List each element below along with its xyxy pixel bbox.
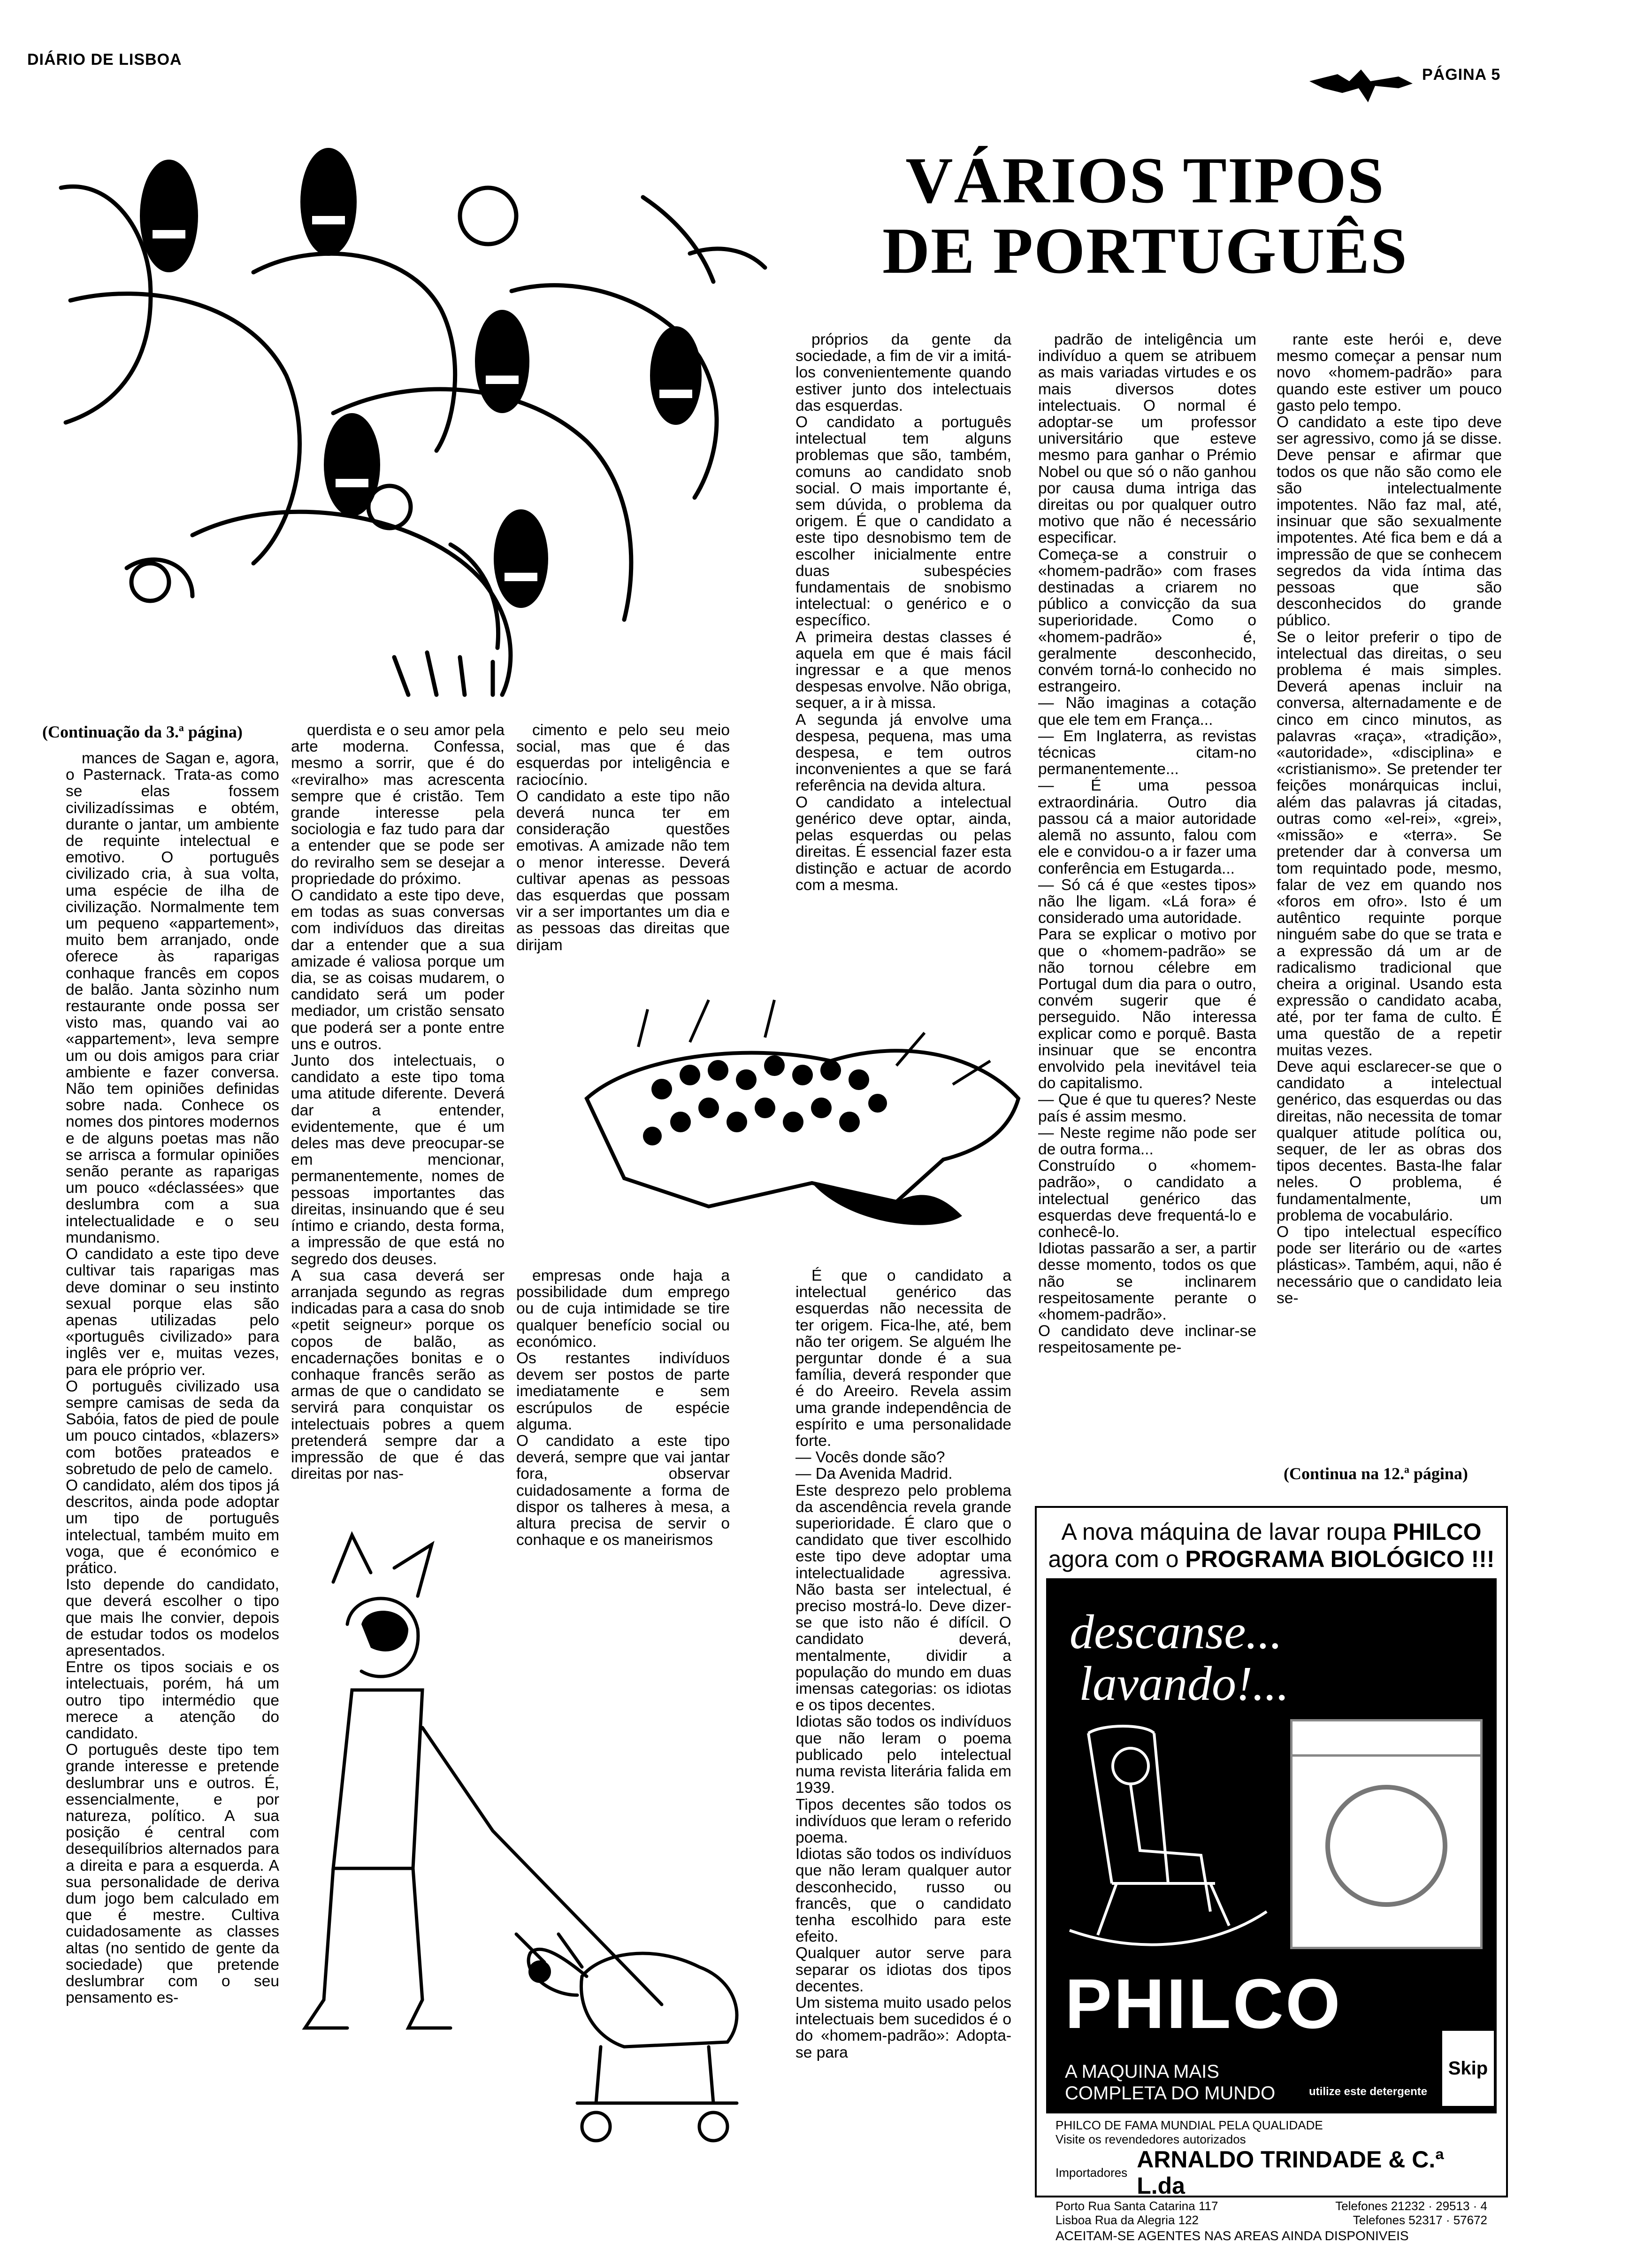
illustration-crowd xyxy=(52,160,784,699)
philco-advertisement xyxy=(1035,1506,1508,2243)
column-3-top: cimento e pelo seu meio social, mas que é das esquerdas por inteligência e raciocínio. O candidato a este tipo não deverá nunca ter em consideração questões emotivas. A amizade não tem o menor interesse. Deverá cultivar apenas as pessoas das esquerdas que possam vir a ser importantes um dia e as pessoas das direitas que dirijam xyxy=(516,722,730,954)
illustration-figure-bull xyxy=(296,1530,784,2183)
continued-to-label: (Continua na 12.ª página) xyxy=(1284,1464,1468,1483)
column-4-top: próprios da gente da sociedade, a fim de vir a imitá-los convenientemente quando estiver junto dos intelectuais das esquerdas. O candidato a português intelectual tem alguns problemas que são, também, comuns ao candidato snob social. O mais importante é, sem dúvida, o problema da origem. É que o candidato a este tipo desnobismo tem de escolher inicialmente entre duas subespécies fundamentais de snobismo intelectual: o genérico e o específico. A primeira destas classes é aquela em que é mais fácil ingressar e a que menos despesas envolve. Não obriga, sequer, a ir à missa. A segunda já envolve uma despesa, pequena, mas uma despesa, e tem outros inconvenientes a que se fará referência na devida altura. O candidato a intelectual genérico deve optar, ainda, pelas esquerdas ou pelas direitas. É essencial fazer esta distinção e actuar de acordo com a mesma. xyxy=(795,331,1011,894)
ad-footer: PHILCO DE FAMA MUNDIAL PELA QUALIDADE Visite os revendedores autorizados Importadores ARNALDO TRINDADE & C.ª L.da Porto Rua Santa Catarina 117 Telefones 21232 · 29513 · 4 Lisboa Rua da Alegria 122 Telefones 52317 · 57672 ACEITAM-SE AGENTES NAS AREAS AINDA DISPONIVEIS xyxy=(1055,2118,1487,2243)
detergent-box-icon: Skip xyxy=(1440,2029,1496,2108)
ad-slogan: descanse... lavando!... xyxy=(1070,1605,1289,1711)
ad-brand-logo: PHILCO xyxy=(1065,1964,1342,2043)
column-6: rante este herói e, deve mesmo começar a pensar num novo «homem-padrão» para quando este estiver um pouco gasto pelo tempo. O candidato a este tipo deve ser agressivo, como já se disse. Deve pensar e afirmar que todos os que não são como ele são intelectualmente impotentes. Não faz mal, até, insinuar que são sexualmente impotentes. Até fica bem e dá a impressão de que se conhecem segredos da vida íntima das pessoas que são desconhecidos do grande público. Se o leitor preferir o tipo de intelectual das direitas, o seu problema é mais simples. Deverá apenas incluir na conversa, alternadamente e de cinco em cinco minutos, as palavras «raça», «tradição», «autoridade», «disciplina» e «cristianismo». Se pretender ter feições monárquicas inclui, além das palavras já citadas, outras como «el-rei», «grei», «missão» e «terra». Se pretender dar à conversa um tom requintado pode, mesmo, falar de vez em quando nos «foros em ofro». Isto é um autêntico requinte porque ninguém sabe do que se trata e a expressão dá um ar de radicalismo tradicional que cheira a original. Usando esta expressão o candidato acaba, até, por ter fama de culto. É uma questão de a repetir muitas vezes. Deve aqui esclarecer-se que o candidato a intelectual genérico, das esquerdas ou das direitas, não necessita de tomar qualquer atitude política ou, sequer, de ler as obras dos tipos decentes. Basta-lhe falar neles. O problema, é fundamentalmente, um problema de vocabulário. O tipo intelectual específico pode ser literário ou de «artes plásticas». Também, aqui, não é necessário que o candidato leia se- xyxy=(1277,331,1502,1307)
ad-headline: A nova máquina de lavar roupa PHILCO agora com o PROGRAMA BIOLÓGICO !!! xyxy=(1048,1519,1495,1572)
illustration-crowd-rock xyxy=(568,981,1037,1244)
ornament-icon xyxy=(1305,60,1417,107)
column-4-bottom: É que o candidato a intelectual genérico das esquerdas não necessita de ter origem. Fica-lhe, até, bem não ter origem. Se alguém lhe perguntar donde é a sua família, deverá responder que é do Areeiro. Revela assim uma grande independência de espírito e uma personalidade forte. — Vocês donde são? — Da Avenida Madrid. Este desprezo pelo problema da ascendência revela grande superioridade. É claro que o candidato que tiver escolhido este tipo deve adoptar uma intelectualidade agressiva. Não basta ser intelectual, é preciso mostrá-lo. Deve dizer-se que isto não é difícil. O candidato deverá, mentalmente, dividir a população do mundo em duas imensas categorias: os idiotas e os tipos decentes. Idiotas são todos os indivíduos que não leram o poema publicado pelo intelectual numa revista literária falida em 1939. Tipos decentes são todos os indivíduos que leram o referido poema. Idiotas são todos os indivíduos que não leram qualquer autor desconhecido, russo ou francês, que o candidato tenha escolhido para este efeito. Qualquer autor serve para separar os idiotas dos tipos decentes. Um sistema muito usado pelos intelectuais bem sucedidos é o do «homem-padrão»: Adopta-se para xyxy=(795,1267,1011,2061)
page-number: PÁGINA 5 xyxy=(1422,66,1501,84)
rocking-chair-woman-icon xyxy=(1060,1714,1276,1959)
continued-from-label: (Continuação da 3.ª página) xyxy=(42,722,243,741)
column-3-bottom: empresas onde haja a possibilidade dum emprego ou de cuja intimidade se tire qualquer benefício social ou económico. Os restantes indivíduos devem ser postos de parte imediatamente e sem escrúpulos de espécie alguma. O candidato a este tipo deverá, sempre que vai jantar fora, observar cuidadosamente a forma de dispor os talheres à mesa, a altura precisa de servir o conhaque e os maneirismos xyxy=(516,1267,730,1549)
column-2-top: querdista e o seu amor pela arte moderna. Confessa, mesmo a sorrir, que é do «reviralho» mas acrescenta sempre que é cristão. Tem grande interesse pela sociologia e faz tudo para dar a entender que se pode ser do reviralho sem se desejar a propriedade do próximo. O candidato a este tipo deve, em todas as suas conversas com indivíduos das direitas dar a entender que a sua amizade é valiosa porque um dia, se as coisas mudarem, o candidato será um poder mediador, um cristão sensato que poderá ser a ponte entre uns e outros. Junto dos intelectuais, o candidato a este tipo toma uma atitude diferente. Deverá dar a entender, evidentemente, que é um deles mas deve preocupar-se em mencionar, permanentemente, nomes de pessoas importantes das direitas, insinuando que é seu íntimo e criando, desta forma, a impressão de que está no segredo dos deuses. A sua casa deverá ser arranjada segundo as regras indicadas para a casa do snob «petit seigneur» porque os copos de balão, as encadernações bonitas e o conhaque francês serão as armas de que o candidato se servirá para conquistar os intelectuais pobres a quem pretenderá sempre dar a impressão de que é das direitas por nas- xyxy=(291,722,505,1483)
article-title: VÁRIOS TIPOS DE PORTUGUÊS xyxy=(882,144,1408,287)
column-5: padrão de inteligência um indivíduo a quem se atribuem as mais variadas virtudes e os mais diversos dotes intelectuais. O normal é adoptar-se um professor universitário que esteve mesmo para ganhar o Prémio Nobel ou que só o não ganhou por causa duma intriga das direitas ou por qualquer outro motivo que não é necessário especificar. Começa-se a construir o «homem-padrão» com frases destinadas a criarem no público a convicção da sua superioridade. Como o «homem-padrão» é, geralmente desconhecido, convém torná-lo conhecido no estrangeiro. — Não imaginas a cotação que ele tem em França... — Em Inglaterra, as revistas técnicas citam-no permanentemente... — É uma pessoa extraordinária. Outro dia passou cá a maior autoridade alemã no assunto, falou com ele e convidou-o a ir fazer uma conferência em Estugarda... — Só cá é que «estes tipos» não lhe ligam. «Lá fora» é considerado uma autoridade. Para se explicar o motivo por que o «homem-padrão» se não tornou célebre em Portugal dum dia para o outro, convém sugerir que é perseguido. Não interessa explicar como e porquê. Basta insinuar que se encontra envolvido pela inevitável teia do capitalismo. — Que é que tu queres? Neste país é assim mesmo. — Neste regime não pode ser de outra forma... Construído o «homem-padrão», o candidato a intelectual genérico das esquerdas deve frequentá-lo e conhecê-lo. Idiotas passarão a ser, a partir desse momento, todos os que não se inclinarem respeitosamente perante o «homem-padrão». O candidato deve inclinar-se respeitosamente pe- xyxy=(1038,331,1256,1357)
ad-tagline: A MAQUINA MAIS COMPLETA DO MUNDO xyxy=(1065,2061,1276,2104)
ad-tagline-bar xyxy=(1046,2057,1497,2113)
ad-photo-panel xyxy=(1046,1578,1497,2057)
washing-machine-icon xyxy=(1290,1719,1483,1949)
column-1: mances de Sagan e, agora, o Pasternack. Trata-as como se elas fossem civilizadíssimas e obtém, durante o jantar, um ambiente de requinte intelectual e emotivo. O português civilizado cria, à sua volta, uma espécie de ilha de civilização. Normalmente tem um pequeno «appartement», muito bem arranjado, onde oferece às raparigas conhaque francês em copos de balão. Janta sòzinho num restaurante onde possa ser visto mas, quando vai ao «appartement», leva sempre um ou dois amigos para criar ambiente e fazer conversa. Não tem opiniões definidas sobre nada. Conhece os nomes dos pintores modernos e de alguns poetas mas não se arrisca a formular opiniões senão perante as raparigas um pouco «déclassées» que deslumbra com a sua intelectualidade e o seu mundanismo. O candidato a este tipo deve cultivar tais raparigas mas deve dominar o seu instinto sexual porque elas são apenas utilizadas pelo «português civilizado» para inglês ver e, muitas vezes, para ele próprio ver. O português civilizado usa sempre camisas de seda da Sabóia, fatos de pied de poule um pouco cintados, «blazers» com botões prateados e sobretudo de pelo de camelo. O candidato, além dos tipos já descritos, ainda pode adoptar um tipo de português intelectual, também muito em voga, que é económico e prático. Isto depende do candidato, que deverá escolher o tipo que mais lhe convier, depois de estudar todos os modelos apresentados. Entre os tipos sociais e os intelectuais, porém, há um outro tipo intermédio que merece a atenção do candidato. O português deste tipo tem grande interesse e pretende deslumbrar uns e outros. É, essencialmente, e por natureza, político. A sua posição é central com desequilíbrios alternados para a direita e para a esquerda. A sua personalidade de deriva dum jogo bem calculado em que é mestre. Cultiva cuidadosamente as classes altas (no sentido de gente da sociedade) que pretende deslumbrar com o seu pensamento es- xyxy=(66,750,279,2007)
detergent-note: utilize este detergente xyxy=(1309,2085,1428,2098)
newspaper-name: DIÁRIO DE LISBOA xyxy=(27,51,182,69)
